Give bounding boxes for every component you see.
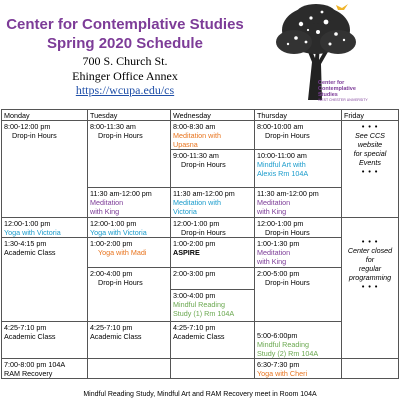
- event-title: Victoria: [173, 206, 197, 216]
- wed-aspire: [171, 238, 255, 268]
- event-title: Yoga with Victoria: [90, 227, 147, 237]
- tue-yoga-madi: [88, 238, 171, 268]
- event-title: Drop-in Hours: [181, 227, 226, 237]
- event-title: Study (2) Rm 104A: [257, 348, 319, 358]
- time: 4:25-7:10 pm: [4, 322, 47, 332]
- event-title: with King: [257, 206, 287, 216]
- event-title: Drop-in Hours: [265, 277, 310, 287]
- dots: • • •: [361, 166, 379, 176]
- website-link[interactable]: https://wcupa.edu/cs: [75, 83, 175, 97]
- event-title: Drop-in Hours: [181, 159, 226, 169]
- time: 12:00-1:00 pm: [257, 218, 304, 228]
- table-row: [2, 121, 399, 150]
- footer-note: Mindful Reading Study, Mindful Art and RAM Recovery meet in Room 104A: [83, 391, 317, 398]
- time: 8:00-10:00 am: [257, 121, 304, 131]
- time: 6:30-7:30 pm: [257, 359, 300, 369]
- event-title: Meditation: [257, 197, 291, 207]
- event-title: with King: [90, 206, 120, 216]
- time: 11:30 am-12:00 pm: [257, 188, 319, 198]
- dots: • • •: [361, 281, 379, 291]
- event-title: Meditation: [90, 197, 124, 207]
- tue-yoga: [88, 218, 171, 238]
- table-row: [2, 238, 399, 268]
- event-title: Mindful Reading: [257, 339, 309, 349]
- logo-text: [318, 80, 378, 98]
- mon-dropin: [2, 121, 88, 218]
- dots: • • •: [361, 236, 379, 246]
- header-monday: Monday: [2, 110, 88, 121]
- table-header-row: [2, 110, 399, 121]
- header-wednesday: Wednesday: [171, 110, 255, 121]
- thu-dropin-pm: [255, 268, 342, 322]
- tue-academic-evening: [88, 322, 171, 359]
- time: 4:25-7:10 pm: [90, 322, 133, 332]
- time: 2:00-3:00 pm: [173, 268, 216, 278]
- address: 700 S. Church St.: [82, 54, 168, 68]
- time: 5:00-6:00pm: [257, 330, 298, 340]
- wed-empty: [171, 359, 255, 379]
- tue-dropin: [88, 121, 171, 188]
- spacer: [257, 323, 339, 331]
- mon-academic: [2, 238, 88, 322]
- thu-mindful-art: [255, 150, 342, 188]
- mon-academic-evening: [2, 322, 88, 359]
- thu-yoga-cheri: [255, 359, 342, 379]
- fri-text: See CCS: [355, 130, 385, 140]
- table-row: [2, 322, 399, 359]
- header-thursday: Thursday: [255, 110, 342, 121]
- tue-meditation-king: [88, 188, 171, 218]
- time: 8:00-11:30 am: [90, 121, 136, 131]
- thu-meditation-king-pm: [255, 238, 342, 268]
- time: 1:30-4:15 pm: [4, 238, 47, 248]
- time: 11:30 am-12:00 pm: [90, 188, 152, 198]
- time: 3:00-4:00 pm: [173, 290, 216, 300]
- event-title: Academic Class: [173, 331, 225, 341]
- header-tuesday: Tuesday: [88, 110, 171, 121]
- event-title: Academic Class: [4, 247, 56, 257]
- thu-dropin-morning: [255, 121, 342, 150]
- time: 9:00-11:30 am: [173, 150, 219, 160]
- fri-text: Center closed: [347, 245, 393, 255]
- event-title: Mindful Art with: [257, 159, 306, 169]
- fri-text: Events: [359, 157, 381, 167]
- event-title: Drop-in Hours: [12, 130, 57, 140]
- time: 12:00-1:00 pm: [4, 218, 51, 228]
- time: 4:25-7:10 pm: [173, 322, 216, 332]
- event-title: Meditation: [257, 247, 291, 257]
- event-title: Drop-in Hours: [98, 277, 143, 287]
- mon-ram-recovery: [2, 359, 88, 379]
- event-title: Study (1) Rm 104A: [173, 308, 235, 318]
- wed-academic-evening: [171, 322, 255, 359]
- time: 2:00-5:00 pm: [257, 268, 300, 278]
- office-name: Ehinger Office Annex: [72, 69, 178, 83]
- event-title: RAM Recovery: [4, 368, 53, 378]
- event-title: Drop-in Hours: [265, 227, 310, 237]
- thu-mindful-reading: [255, 322, 342, 359]
- fri-text: programming: [348, 272, 392, 282]
- schedule-title: Spring 2020 Schedule: [47, 35, 203, 52]
- event-title: Yoga with Victoria: [4, 227, 61, 237]
- spacer: [344, 219, 396, 237]
- event-title: ASPIRE: [173, 247, 200, 257]
- time: 8:00-12:00 pm: [4, 121, 51, 131]
- logo-university: WEST CHESTER UNIVERSITY: [318, 98, 368, 102]
- table-row: [2, 359, 399, 379]
- fri-text: for: [365, 254, 375, 264]
- event-title: Academic Class: [90, 331, 142, 341]
- event-title: Alexis Rm 104A: [257, 168, 309, 178]
- time: 12:00-1:00 pm: [173, 218, 220, 228]
- event-title: Upasna: [173, 139, 198, 149]
- mon-yoga: [2, 218, 88, 238]
- logo-name-line2: Contemplative: [318, 86, 356, 92]
- logo-name-line3: Studies: [318, 92, 338, 98]
- table-row: [2, 218, 399, 238]
- event-title: Yoga with Madi: [98, 247, 147, 257]
- tue-empty: [88, 359, 171, 379]
- wed-slot-2pm: [171, 268, 255, 290]
- fri-text: regular: [358, 263, 382, 273]
- wed-meditation-victoria: [171, 188, 255, 218]
- center-title: Center for Contemplative Studies: [6, 16, 244, 33]
- logo-name-line1: Center for: [318, 80, 345, 86]
- fri-special-events: [342, 121, 399, 218]
- fri-text: for special: [353, 148, 387, 158]
- time: 1:00-2:00 pm: [173, 238, 216, 248]
- time: 2:00-4:00 pm: [90, 268, 133, 278]
- time: 1:00-2:00 pm: [90, 238, 133, 248]
- event-title: Yoga with Cheri: [257, 368, 308, 378]
- time: 10:00-11:00 am: [257, 150, 307, 160]
- wed-mindful-reading: [171, 290, 255, 322]
- tue-dropin-pm: [88, 268, 171, 322]
- wed-dropin-noon: [171, 218, 255, 238]
- event-title: Drop-in Hours: [98, 130, 143, 140]
- time: 7:00-8:00 pm 104A: [4, 359, 66, 369]
- time: 11:30 am-12:00 pm: [173, 188, 235, 198]
- thu-meditation-king: [255, 188, 342, 218]
- thu-dropin-noon: [255, 218, 342, 238]
- wed-dropin-morning: [171, 150, 255, 188]
- dots: • • •: [361, 121, 379, 131]
- event-title: with King: [257, 256, 287, 266]
- time: 8:00-8:30 am: [173, 121, 216, 131]
- event-title: Drop-in Hours: [265, 130, 310, 140]
- time: 1:00-1:30 pm: [257, 238, 300, 248]
- event-title: Academic Class: [4, 331, 56, 341]
- header-friday: Friday: [342, 110, 399, 121]
- time: 12:00-1:00 pm: [90, 218, 137, 228]
- wed-meditation-upasna: [171, 121, 255, 150]
- fri-empty: [342, 359, 399, 379]
- schedule-table-body: [1, 109, 399, 379]
- fri-center-closed: [342, 218, 399, 359]
- event-title: Meditation with: [173, 197, 221, 207]
- event-title: Meditation with: [173, 130, 221, 140]
- fri-text: website: [357, 139, 383, 149]
- event-title: Mindful Reading: [173, 299, 225, 309]
